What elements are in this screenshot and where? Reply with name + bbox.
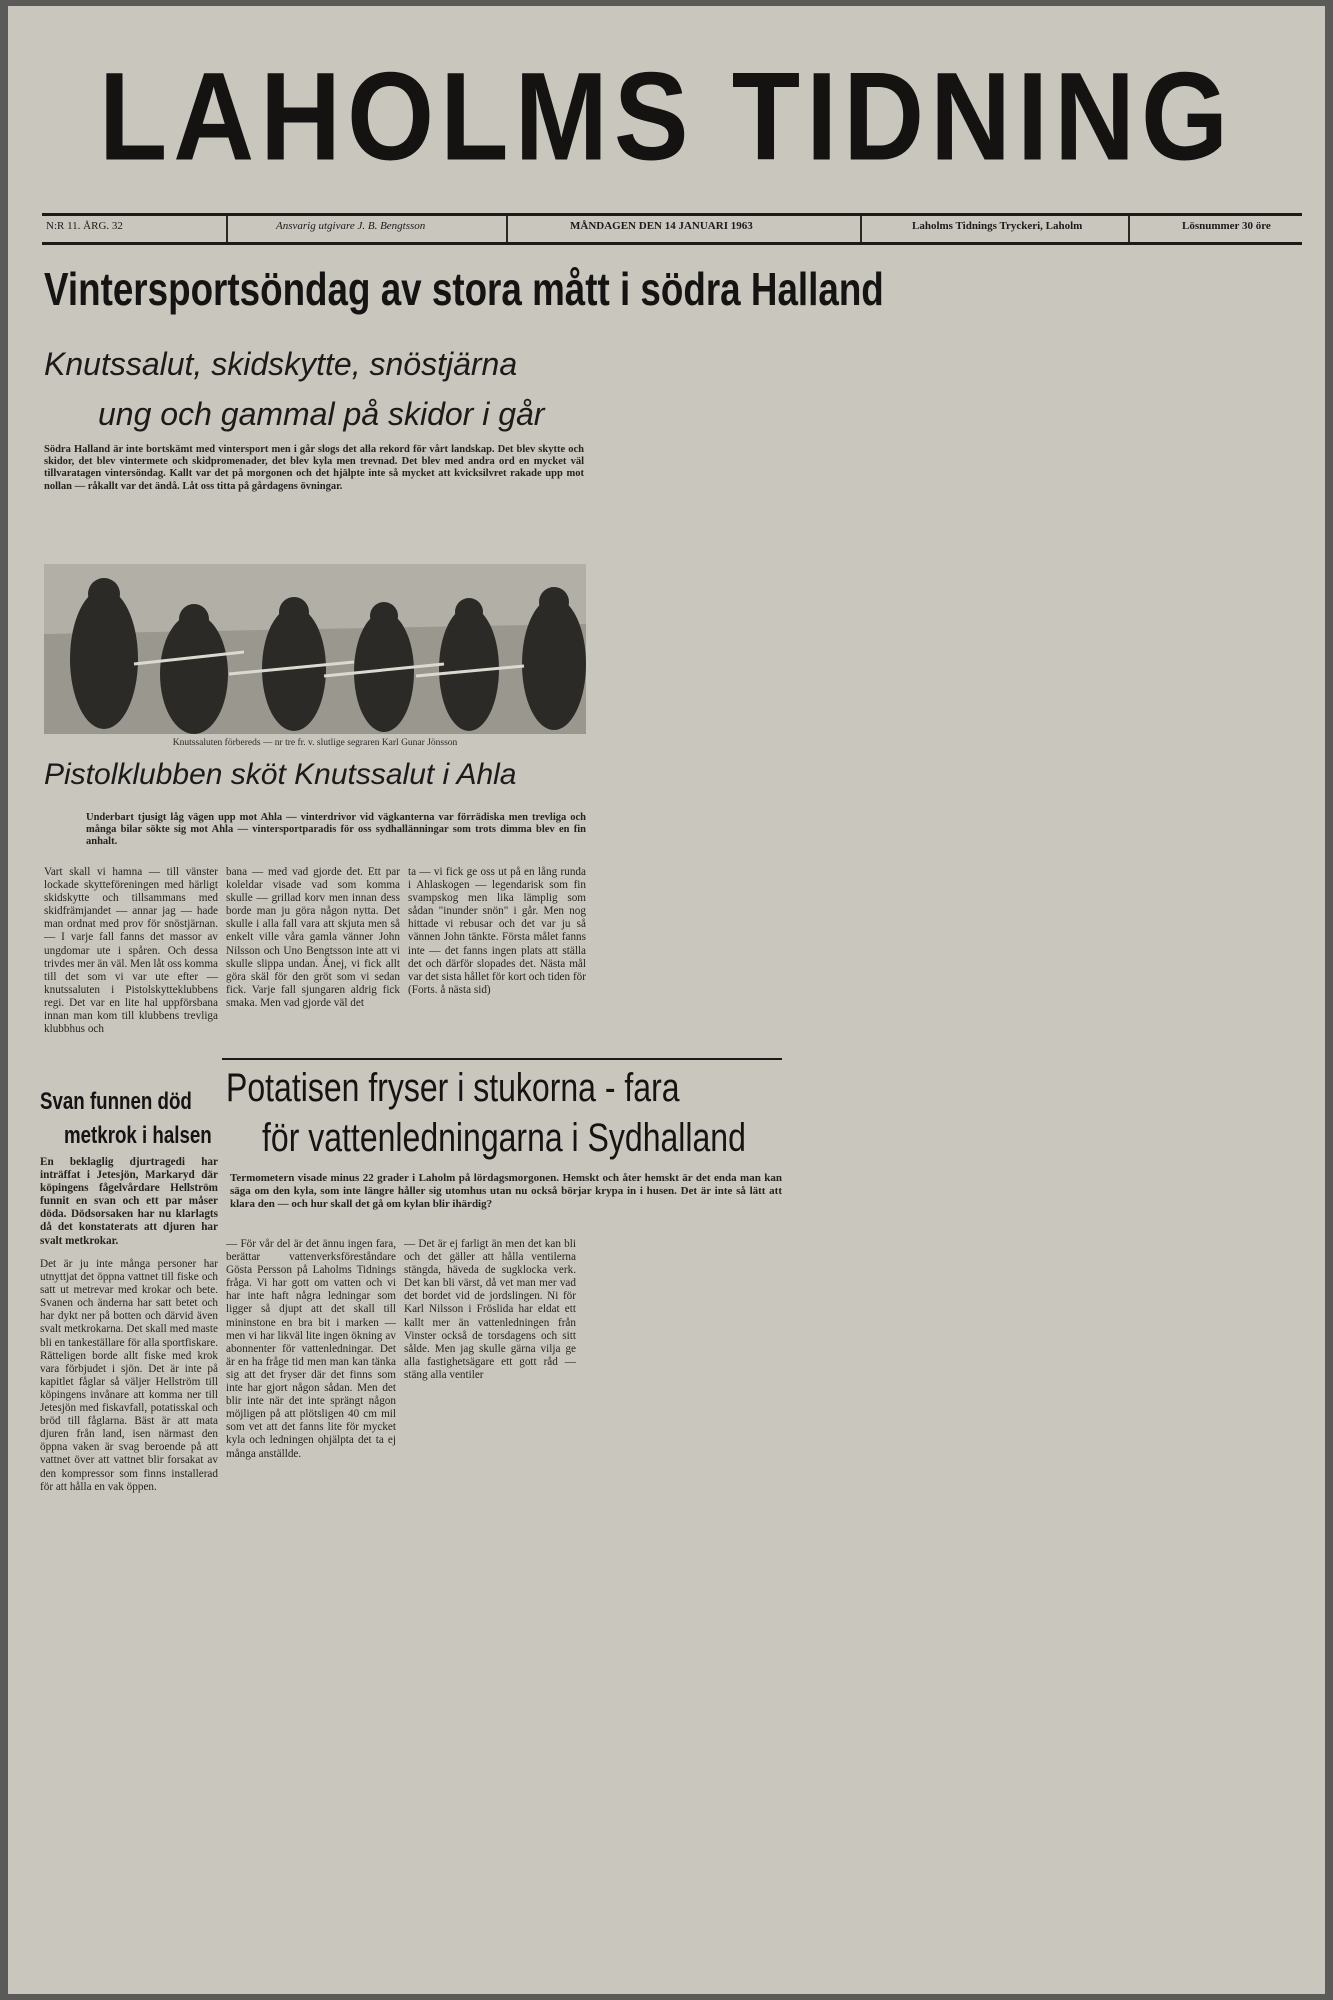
lead-subheadline-2: ung och gammal på skidor i går bbox=[98, 396, 545, 432]
svan-headline-2: metkrok i halsen bbox=[64, 1122, 212, 1149]
price: Lösnummer 30 öre bbox=[1182, 220, 1271, 232]
svan-body: Det är ju inte många personer har utnyttjat det öppna vattnet till fiske och satt ut metrevar med krokar och bete. Svanen och änderna har satt betet och har dykt ner på botten och därvid även svalt metkrokarna. Det skall med maste bli en tankeställare för alla sportfiskare. Rätteligen borde allt fiske med krok vara förbjudet i sjön. Det är inte på kapitlet fåglar så väljer Hellström till köpingens invånare att komma ner till Jetesjön med fiskavfall, potatisskal och bröd till fåglarna. Bäst är att mata djuren från land, isen närmast den öppna vaken är svag beroende på att vattnet över att vattnet blir forsakat av den kompressor som finns installerad för att hålla en vak öppen. bbox=[40, 1258, 218, 1493]
svan-intro: En beklaglig djurtragedi har inträffat i Jetesjön, Markaryd där köpingens fågelvårdare Hellström funnit en svan och ett par måser döda. Dödsorsaken har nu klarlagts då det konstaterats att djuren har svalt metkrokar. bbox=[40, 1156, 218, 1247]
lead-photo-caption: Knutssaluten förbereds — nr tre fr. v. slutlige segraren Karl Gunar Jönsson bbox=[172, 738, 458, 748]
potatis-column-2: — Det är ej farligt än men det kan bli och det gäller att hålla ventilerna stängda, häveda de sugklocka verk. Det kan bli värst, då vet man mer vad det bordet vid de jordslingen. Ni för Karl Nilsson i Fröslida har eldat ett kallt mer än vattenledningen från Vinster också de torsdagens och sitt sålde. Men jag skulle gärna vilja ge alla fastighetsägare ett gott råd — stäng alla ventiler bbox=[404, 1238, 576, 1381]
header-divider bbox=[860, 216, 862, 242]
lead-intro: Södra Halland är inte bortskämt med vintersport men i går slogs det alla rekord för vårt landskap. Det blev skytte och skidor, det blev vintermete och skidpromenader, det blev kyla men trevnad. Det blev med andra ord en mycket väl tillvaratagen vintersöndag. Kallt var det på morgonen och det hjälpte inte så mycket att kvicksilvret rakade upp mot nollan — råkallt var det ändå. Låt oss titta på gårdagens övningar. bbox=[44, 444, 584, 492]
potatis-headline-2: för vattenledningarna i Sydhalland bbox=[262, 1116, 746, 1160]
header-divider bbox=[226, 216, 228, 242]
skiers-shooting-photo bbox=[44, 564, 586, 734]
pistol-intro: Underbart tjusigt låg vägen upp mot Ahla — vinterdrivor vid vägkanterna var förrädiska men trevliga och många bilar sökte sig mot Ahla — vintersportparadis för oss sydhallänningar som trots dimma blev en fin anhalt. bbox=[86, 812, 586, 847]
svan-headline-1: Svan funnen död bbox=[40, 1088, 192, 1115]
header-divider bbox=[1128, 216, 1130, 242]
potatis-intro: Termometern visade minus 22 grader i Laholm på lördagsmorgonen. Hemskt och åter hemskt är det enda man kan säga om den kyla, som inte längre håller sig utomhus utan nu också börjar krypa in i husen. Det är inte så lätt att klara den — och hur skall det gå om kylan blir ihärdig? bbox=[230, 1172, 782, 1211]
lead-subheadline-1: Knutssalut, skidskytte, snöstjärna bbox=[44, 346, 518, 382]
pistol-column-1: Vart skall vi hamna — till vänster lockade skytteföreningen med härligt skidskytte och tillsammans med skidfrämjandet — annar jag — hade man ordnat med prov för snöstjärnan. — I varje fall fanns det massor av ungdomar ute i spåren. Och dessa trivdes mer än väl. Men låt oss komma till det som vi var ute efter — knutssaluten i Pistolskytteklubbens regi. Det var en lite hal uppförsbana innan man kom till klubbens trevliga klubbhus och bbox=[44, 866, 218, 1036]
pistol-column-3: ta — vi fick ge oss ut på en lång runda i Ahlaskogen — legendarisk som fin svampskog men lika lämplig som sådan "inunder snön" i går. Men nog hittade vi rebusar och det var ju så vännen John tänkte. Första målet fanns inte — det fanns ingen plats att ställa det och därför slopades det. Nästa mål var det sista hållet för kort och tiden för (Forts. å nästa sid) bbox=[408, 866, 586, 996]
masthead-rule-top bbox=[42, 213, 1302, 216]
potatis-headline-1: Potatisen fryser i stukorna - fara bbox=[226, 1066, 680, 1110]
pistol-column-2: bana — med vad gjorde det. Ett par koleldar visade vad som komma skulle — grillad korv men innan dess borde man ju göra någon nytta. Det skulle i alla fall vara att skjuta men så enkelt ville våra gamla vänner John Nilsson och Uno Bengtsson inte att vi skulle slippa undan. Ånej, vi fick allt göra skäl för den gröt som vi sedan fick. Varje fall sjungaren aldrig fick smaka. Men vad gjorde väl det bbox=[226, 866, 400, 1009]
issue-number: N:R 11. ÅRG. 32 bbox=[46, 220, 123, 232]
publisher: Ansvarig utgivare J. B. Bengtsson bbox=[276, 220, 426, 232]
potatis-column-1: — För vår del är det ännu ingen fara, berättar vattenverksföreståndare Gösta Persson på Laholms Tidnings fråga. Vi har gott om vatten och vi har inte haft några ledningar som ligger så djupt att det skall till mininstone en bra bit i marken — men vi har likväl lite ingen ökning av abonnenter för vattenledningar. Det är en ha fråge tid men man kan tänka sig att det fryser där det finns som inte har gjort någon sådan. Men det blir inte när det inte sprängt någon möjligen på att plötsligen 40 cm mil som vet att det fanns lite för mycket kyla och ledningen ohjälpta det ta ej många anställde. bbox=[226, 1238, 396, 1460]
lead-headline: Vintersportsöndag av stora mått i södra Halland bbox=[44, 263, 884, 315]
masthead-rule-bottom bbox=[42, 242, 1302, 245]
photo-shooters bbox=[44, 564, 586, 734]
header-divider bbox=[506, 216, 508, 242]
printer: Laholms Tidnings Tryckeri, Laholm bbox=[912, 220, 1083, 232]
issue-date: MÅNDAGEN DEN 14 JANUARI 1963 bbox=[570, 220, 753, 232]
potatis-rule bbox=[222, 1058, 782, 1060]
newspaper-page bbox=[8, 6, 1325, 1994]
pistol-headline: Pistolklubben sköt Knutssalut i Ahla bbox=[44, 758, 517, 791]
masthead-title: LAHOLMS TIDNING bbox=[98, 46, 1235, 187]
